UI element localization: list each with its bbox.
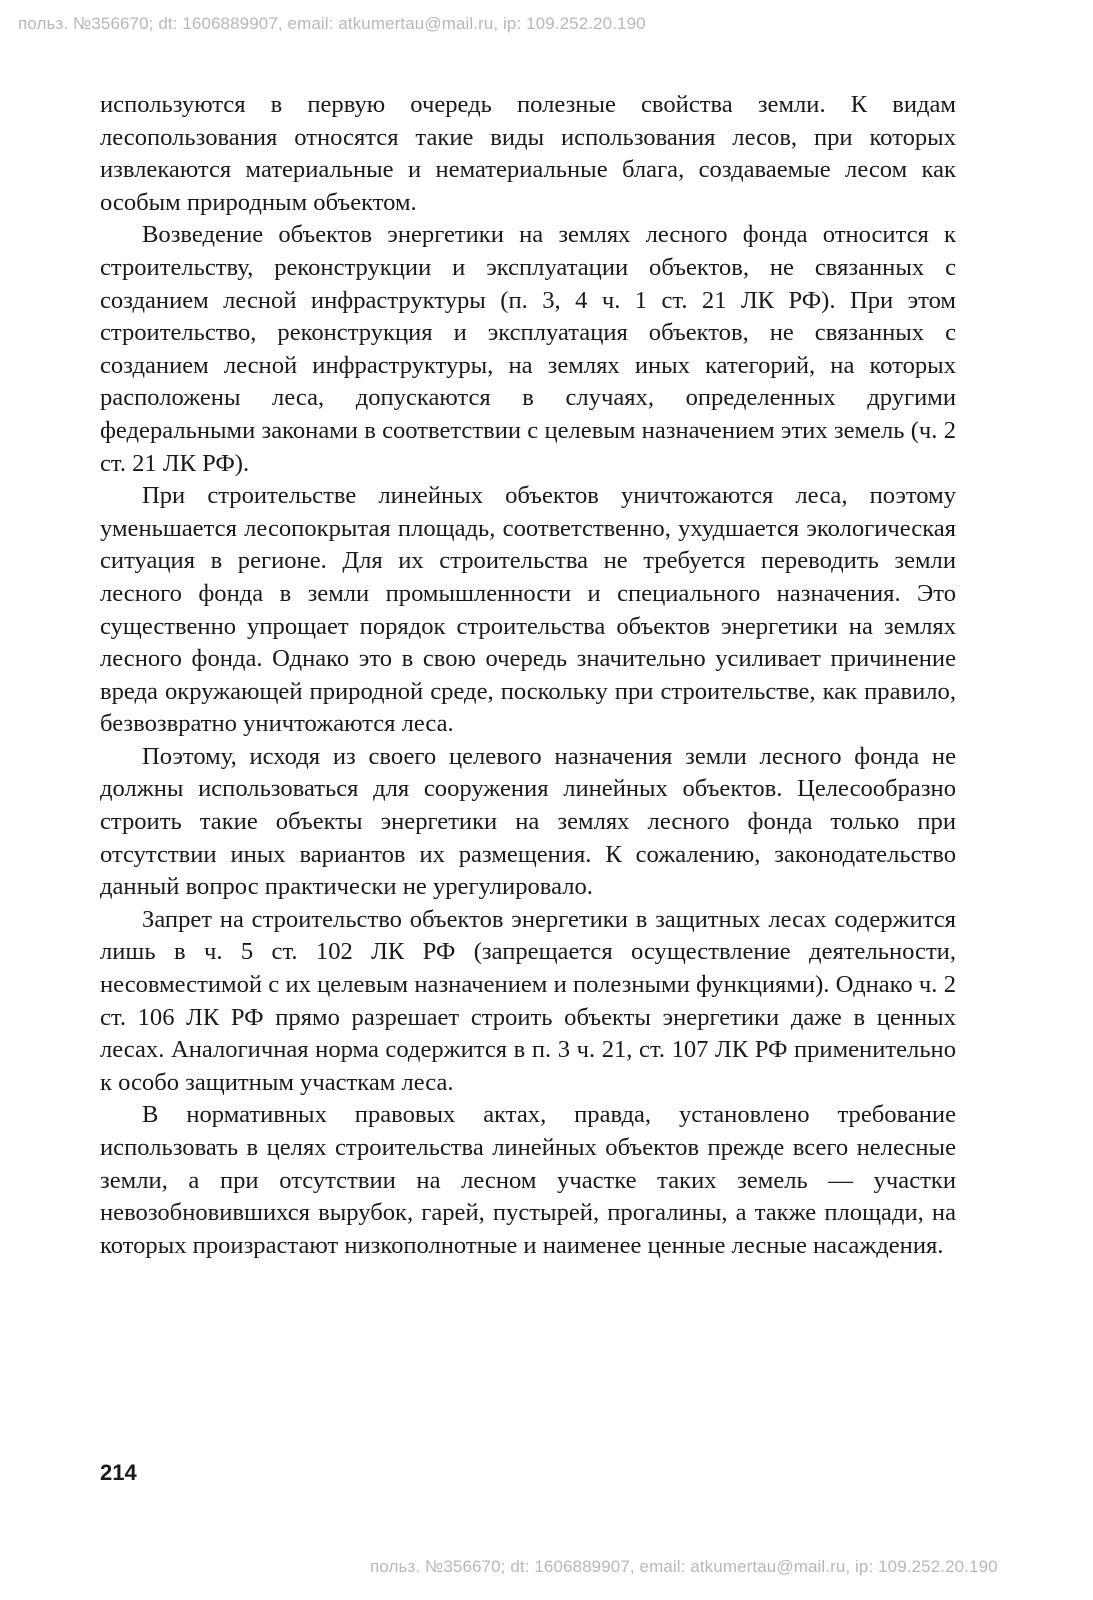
paragraph-6: В нормативных правовых актах, правда, установлено требование использовать в целях строительства линейных объектов прежде всего нелесные земли, а при отсутствии на лесном участке таких земель — участки невозобновившихся вырубок, гарей, пустырей, прогалины, а также площади, на которых произрастают низкополнотные и наименее ценные лесные насаждения.	[100, 1101, 956, 1259]
page-body	[100, 89, 956, 1262]
paragraph-3: При строительстве линейных объектов уничтожаются леса, поэтому уменьшается лесопокрытая площадь, соответственно, ухудшается экологическая ситуация в регионе. Для их строительства не требуется переводить земли лесного фонда в земли промышленности и специального назначения. Это существенно упрощает порядок строительства объектов энергетики на землях лесного фонда. Однако это в свою очередь значительно усиливает причинение вреда окружающей природной среде, поскольку при строительстве, как правило, безвозвратно уничтожаются леса.	[100, 482, 956, 738]
paragraph-2: Возведение объектов энергетики на землях лесного фонда относится к строительству, реконструкции и эксплуатации объектов, не связанных с созданием лесной инфраструктуры (п. 3, 4 ч. 1 ст. 21 ЛК РФ). При этом строительство, реконструкция и эксплуатация объектов, не связанных с созданием лесной инфраструктуры, на землях иных категорий, на которых расположены леса, допускаются в случаях, определенных другими федеральными законами в соответствии с целевым назначением этих земель (ч. 2 ст. 21 ЛК РФ).	[100, 221, 956, 477]
page-number: 214	[100, 1460, 137, 1485]
watermark-top: польз. №356670; dt: 1606889907, email: atkumertau@mail.ru, ip: 109.252.20.190	[18, 14, 646, 33]
paragraph-5: Запрет на строительство объектов энергетики в защитных лесах содержится лишь в ч. 5 ст. 102 ЛК РФ (запрещается осуществление деятельности, несовместимой с их целевым назначением и полезными функциями). Однако ч. 2 ст. 106 ЛК РФ прямо разрешает строить объекты энергетики даже в ценных лесах. Аналогичная норма содержится в п. 3 ч. 21, ст. 107 ЛК РФ применительно к особо защитным участкам леса.	[100, 905, 956, 1096]
paragraph-1: используются в первую очередь полезные свойства земли. К видам лесопользования относятся такие виды использования лесов, при которых извлекаются материальные и нематериальные блага, создаваемые лесом как особым природным объектом.	[100, 91, 956, 216]
paragraph-4: Поэтому, исходя из своего целевого назначения земли лесного фонда не должны использоваться для сооружения линейных объектов. Целесообразно строить такие объекты энергетики на землях лесного фонда только при отсутствии иных вариантов их размещения. К сожалению, законодательство данный вопрос практически не урегулировало.	[100, 742, 956, 901]
watermark-bottom: польз. №356670; dt: 1606889907, email: atkumertau@mail.ru, ip: 109.252.20.190	[370, 1557, 998, 1576]
